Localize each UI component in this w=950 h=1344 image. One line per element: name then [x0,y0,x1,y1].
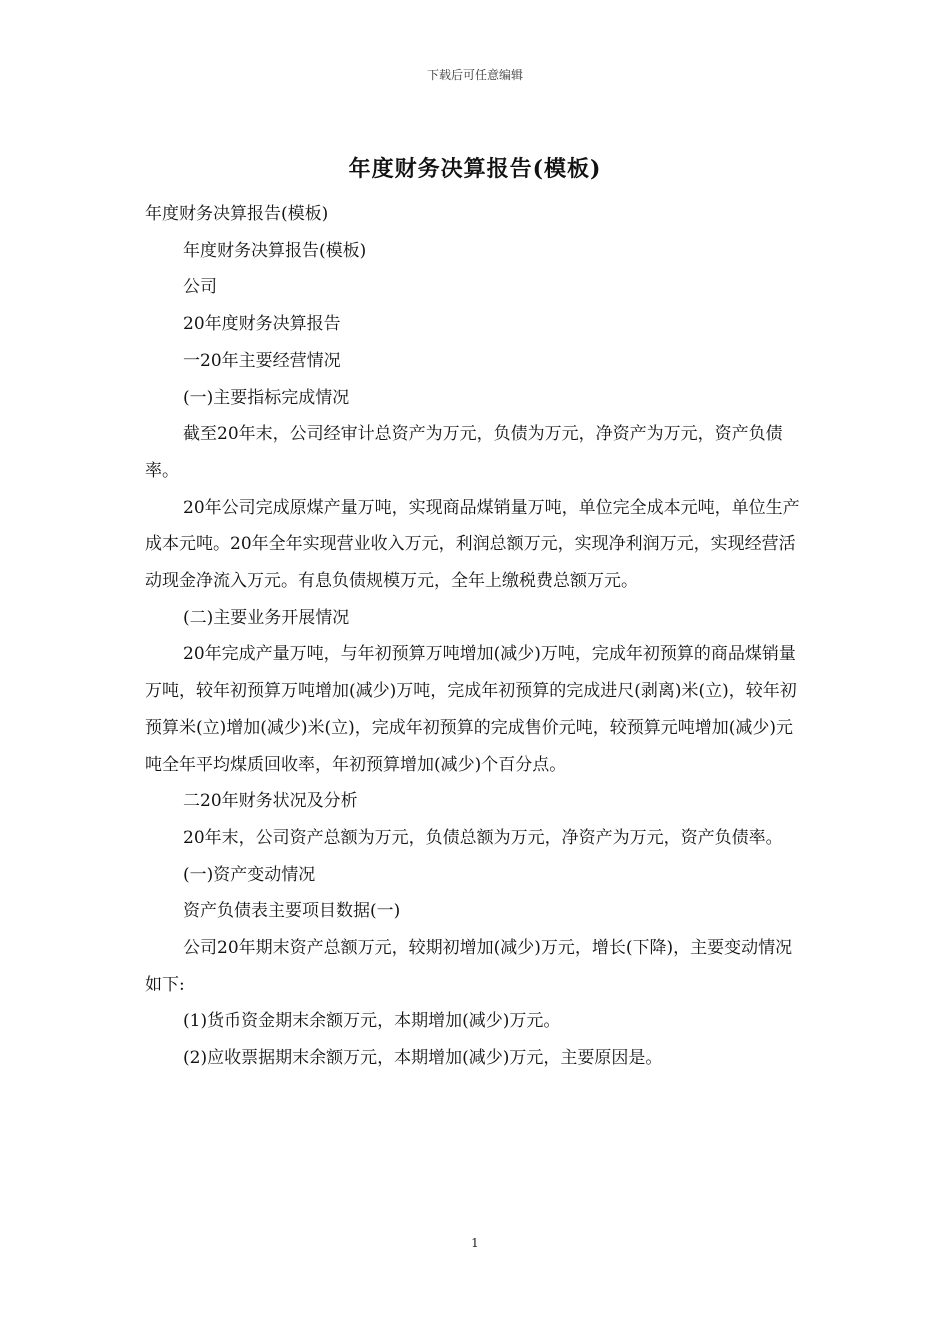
list-item: (1)货币资金期末余额万元，本期增加(减少)万元。 [183,1011,561,1032]
section-heading: 二20年财务状况及分析 [183,791,358,812]
paragraph: 年度财务决算报告(模板) [145,204,329,224]
paragraph: 公司20年期末资产总额万元，较期初增加(减少)万元，增长(下降)，主要变动情况如下: [145,938,793,995]
subsection-heading: (二)主要业务开展情况 [183,607,350,628]
subsection-heading: (一)资产变动情况 [183,864,316,885]
document-title: 年度财务决算报告(模板) [348,156,602,182]
paragraph: 年度财务决算报告(模板) [183,240,367,261]
paragraph: 20年公司完成原煤产量万吨，实现商品煤销量万吨，单位完全成本元吨，单位生产成本元吨。20年全年实现营业收入万元，利润总额万元，实现净利润万元，实现经营活动现金净流入万元。有息负债规模万元，全年上缴税费总额万元。 [145,497,800,592]
section-heading: 一20年主要经营情况 [183,350,341,371]
paragraph: 公司 [183,277,217,298]
page-number: 1 [471,1236,479,1250]
paragraph: 20年末，公司资产总额为万元，负债总额为万元，净资产为万元，资产负债率。 [183,827,783,848]
subsection-heading: (一)主要指标完成情况 [183,387,350,408]
document-body [145,196,805,1077]
header-note: 下载后可任意编辑 [426,68,523,82]
paragraph: 20年度财务决算报告 [183,314,341,335]
list-item: (2)应收票据期末余额万元，本期增加(减少)万元，主要原因是。 [183,1048,663,1069]
paragraph: 资产负债表主要项目数据(一) [183,901,401,922]
paragraph: 20年完成产量万吨，与年初预算万吨增加(减少)万吨，完成年初预算的商品煤销量万吨，较年初预算万吨增加(减少)万吨，完成年初预算的完成进尺(剥离)米(立)，较年初预算米(立)增加(减少)米(立)，完成年初预算的完成售价元吨，较预算元吨增加(减少)元吨全年平均煤质回收率，年初预算增加(减少)个百分点。 [145,644,797,775]
paragraph: 截至20年末，公司经审计总资产为万元，负债为万元，净资产为万元，资产负债率。 [145,424,783,481]
